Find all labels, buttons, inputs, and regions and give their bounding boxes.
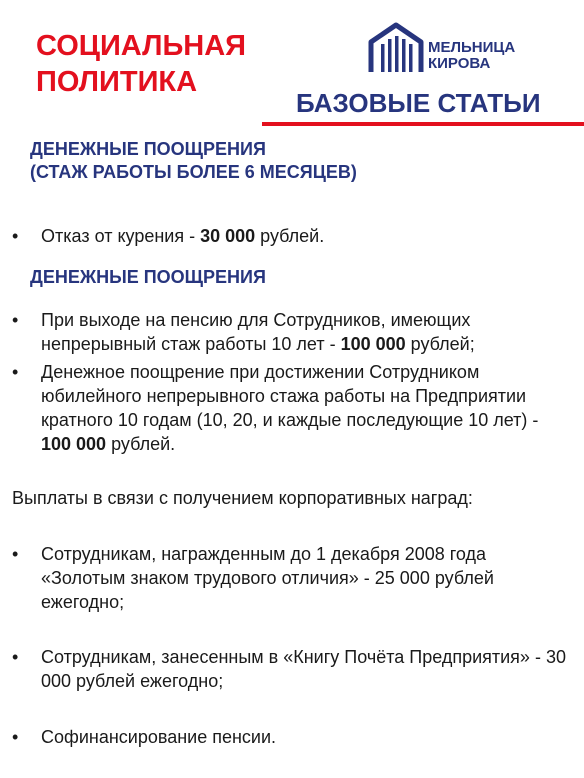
- amount: 100 000: [340, 334, 406, 354]
- bullet-dot: •: [12, 647, 19, 667]
- logo-line-1: МЕЛЬНИЦА: [428, 39, 516, 56]
- list-item-text: Отказ от курения - 30 000 рублей.: [41, 226, 325, 246]
- bullet-dot: •: [12, 544, 19, 564]
- title-line-2: ПОЛИТИКА: [36, 66, 198, 98]
- list-item: [12, 308, 572, 356]
- block1-heading-line-2: (СТАЖ РАБОТЫ БОЛЕЕ 6 МЕСЯЦЕВ): [30, 162, 357, 182]
- page-title: [36, 28, 246, 100]
- block2-heading: ДЕНЕЖНЫЕ ПООЩРЕНИЯ: [30, 267, 266, 287]
- company-logo: [368, 22, 548, 74]
- bullet-dot: •: [12, 310, 19, 330]
- amount: 30 000: [200, 226, 256, 246]
- section-title: БАЗОВЫЕ СТАТЬИ: [296, 88, 541, 118]
- logo-wordmark: [428, 40, 515, 72]
- amount: 100 000: [41, 434, 107, 454]
- list-item-text: Софинансирование пенсии.: [41, 727, 277, 747]
- bullet-dot: •: [12, 727, 19, 747]
- list-item: [12, 542, 572, 614]
- logo-line-2: КИРОВА: [428, 55, 491, 72]
- list-item-text: Сотрудникам, награжденным до 1 декабря 2008 года «Золотым знаком трудового отличия» - 25 000 рублей ежегодно;: [41, 544, 494, 612]
- list-item: [12, 360, 572, 456]
- bullet-dot: •: [12, 226, 19, 246]
- mill-building-logo-icon: [368, 22, 424, 74]
- list-item: [12, 224, 572, 248]
- awards-intro: Выплаты в связи с получением корпоративных наград:: [12, 488, 473, 508]
- block1-heading-line-1: ДЕНЕЖНЫЕ ПООЩРЕНИЯ: [30, 139, 266, 159]
- block1-heading: [30, 138, 357, 184]
- list-item-text: Сотрудникам, занесенным в «Книгу Почёта Предприятия» - 30 000 рублей ежегодно;: [41, 647, 566, 691]
- list-item: [12, 725, 572, 749]
- header-divider: [262, 122, 584, 126]
- list-item-text: При выходе на пенсию для Сотрудников, имеющих непрерывный стаж работы 10 лет - 100 000 рублей;: [41, 310, 475, 354]
- title-line-1: СОЦИАЛЬНАЯ: [36, 30, 247, 62]
- list-item-text: Денежное поощрение при достижении Сотрудником юбилейного непрерывного стажа работы на Предприятии кратного 10 годам (10, 20, и каждые последующие 10 лет) - 100 000 рублей.: [41, 362, 539, 454]
- list-item: [12, 645, 572, 693]
- bullet-dot: •: [12, 362, 19, 382]
